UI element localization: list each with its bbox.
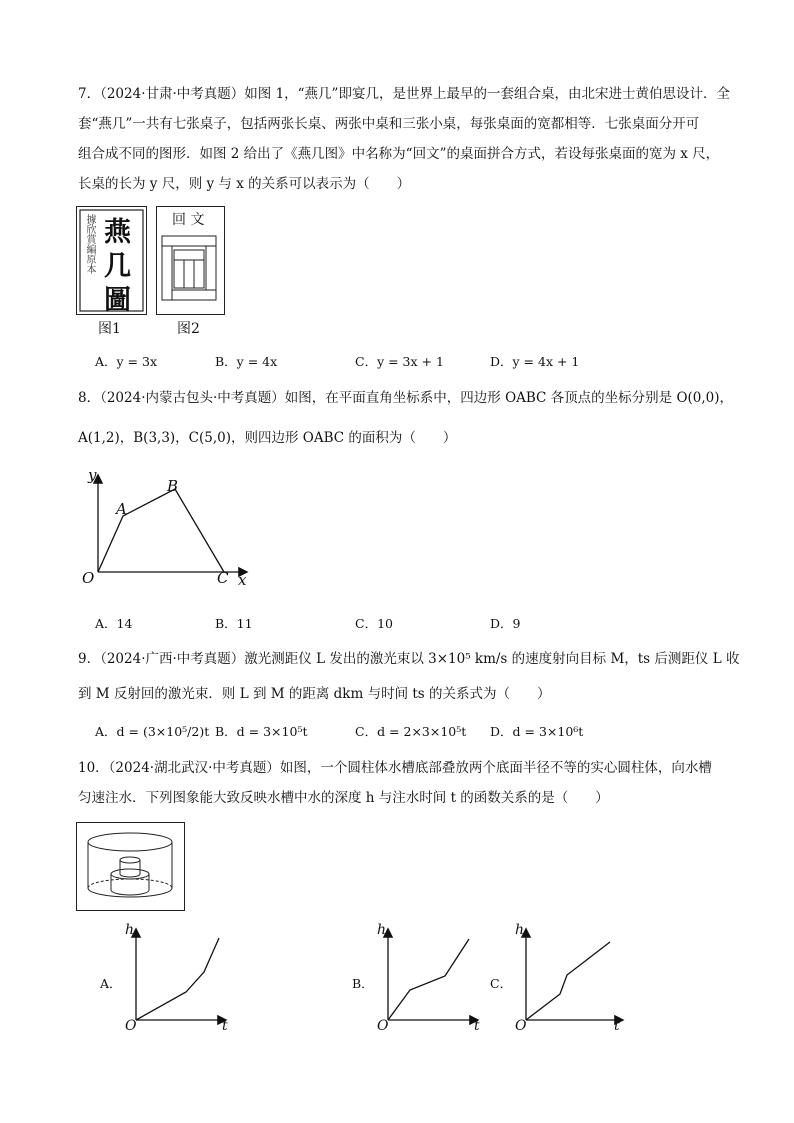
q8-point-a-label: A [116,500,127,518]
q8-option-c[interactable]: C．10 [355,616,393,631]
q10-graph-c-y-label: h [515,922,525,938]
q7-line-2: 套“燕几”一共有七张桌子，包括两张长桌、两张中桌和三张小桌，每张桌面的宽都相等．七张桌面分开可 [78,116,700,132]
figure-1-caption: 图1 [98,321,121,337]
figure-2-title: 回 文 [172,212,205,228]
q10-water-tank-figure [76,822,186,912]
q7-option-c[interactable]: C．y = 3x + 1 [355,354,444,369]
q10-graph-c-x-label: t [614,1018,620,1034]
q10-line-2: 匀速注水．下列图象能大致反映水槽中水的深度 h 与注水时间 t 的函数关系的是（ ） [78,790,609,806]
q7-line-4: 长桌的长为 y 尺，则 y 与 x 的关系可以表示为（ ） [78,176,411,192]
q10-graph-c [510,920,630,1030]
q8-quadrilateral-graph [76,464,256,594]
q10-graph-c-label[interactable]: C． [490,976,513,991]
q10-graph-a-y-label: h [125,922,135,938]
figure-2-caption: 图2 [177,321,200,337]
figure-1-side-text: 據欣賞編原本 [84,214,95,274]
q8-option-b[interactable]: B．11 [215,616,253,631]
q10-graph-a-x-label: t [222,1018,228,1034]
q8-line-2: A(1,2)，B(3,3)，C(5,0)，则四边形 OABC 的面积为（ ） [78,430,457,446]
q7-option-d[interactable]: D．y = 4x + 1 [490,354,580,369]
q9-line-1: 9．（2024·广西·中考真题）激光测距仪 L 发出的激光束以 3×10⁵ km/s 的速度射向目标 M，ts 后测距仪 L 收 [78,651,740,667]
q10-graph-a-label[interactable]: A． [100,976,122,991]
q7-option-b[interactable]: B．y = 4x [215,354,278,369]
q8-axis-x-label: x [238,571,247,589]
q10-graph-b-origin: O [377,1018,389,1034]
q7-option-a[interactable]: A．y = 3x [95,354,158,369]
q8-axis-y-label: y [88,466,97,484]
q10-line-1: 10．（2024·湖北武汉·中考真题）如图，一个圆柱体水槽底部叠放两个底面半径不等的实心圆柱体，向水槽 [78,760,712,776]
q10-graph-a-origin: O [125,1018,137,1034]
figure-1-title-char-1: 燕 [104,217,131,248]
q10-graph-b-label[interactable]: B． [352,976,374,991]
figure-1-title-char-3: 圖 [104,285,131,316]
q10-graph-b [372,920,482,1030]
q8-point-c-label: C [217,569,229,587]
q9-option-a[interactable]: A．d = (3×10⁵/2)t [95,724,210,739]
q9-line-2: 到 M 反射回的激光束．则 L 到 M 的距离 dkm 与时间 ts 的关系式为（ ） [78,686,551,702]
q7-line-1: 7．（2024·甘肃·中考真题）如图 1，“燕几”即宴几，是世界上最早的一套组合桌，由北宋进士黄伯思设计．全 [78,86,730,102]
q10-graph-c-origin: O [515,1018,527,1034]
q8-point-b-label: B [167,477,179,495]
q9-option-d[interactable]: D．d = 3×10⁶t [490,724,584,739]
q7-line-3: 组合成不同的图形．如图 2 给出了《燕几图》中名称为“回文”的桌面拼合方式，若设每张桌面的宽为 x 尺， [78,146,720,162]
q9-option-c[interactable]: C．d = 2×3×10⁵t [355,724,467,739]
q8-option-a[interactable]: A．14 [95,616,133,631]
q8-origin-label: O [82,569,95,587]
q10-graph-b-x-label: t [474,1018,480,1034]
figure-1-title-char-2: 几 [104,251,131,282]
q10-graph-a [120,920,230,1030]
q9-option-b[interactable]: B．d = 3×10⁵t [215,724,308,739]
q8-line-1: 8．（2024·内蒙古包头·中考真题）如图，在平面直角坐标系中，四边形 OABC 各顶点的坐标分别是 O(0,0)， [78,390,734,406]
q8-option-d[interactable]: D．9 [490,616,521,631]
q10-graph-b-y-label: h [377,922,387,938]
